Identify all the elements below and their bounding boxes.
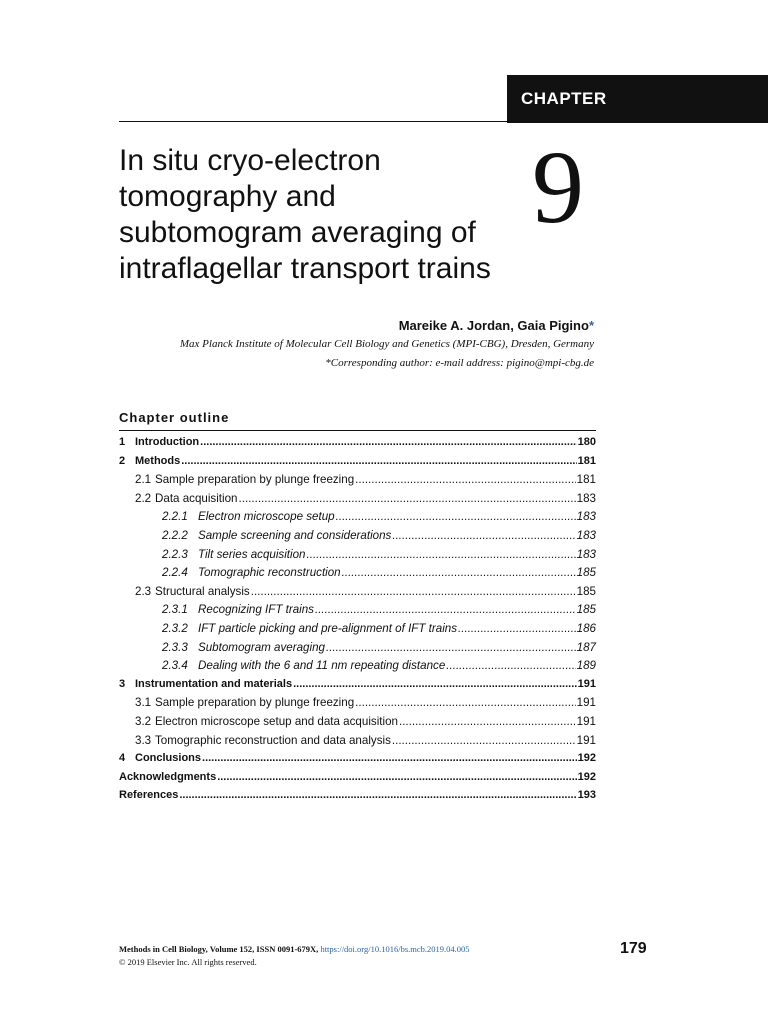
- toc-entry[interactable]: [119, 566, 596, 585]
- toc-entry[interactable]: [119, 715, 596, 734]
- doi-link[interactable]: https://doi.org/10.1016/bs.mcb.2019.04.005: [320, 944, 470, 954]
- toc-entry-label: Tomographic reconstruction and data analysis: [155, 733, 391, 747]
- toc-entry[interactable]: [119, 548, 596, 567]
- toc-entry-page: 191: [577, 677, 596, 690]
- toc-entry-number: 2.2.2: [162, 528, 188, 542]
- toc-entry-page: 185: [576, 566, 596, 580]
- chapter-title: [119, 143, 519, 287]
- toc-entry-label: Structural analysis: [155, 584, 250, 598]
- toc-leader-dots: [181, 455, 576, 467]
- chapter-number: 9: [532, 130, 584, 245]
- toc-entry[interactable]: [119, 455, 596, 474]
- toc-entry-label: Data acquisition: [155, 491, 238, 505]
- outline-heading: Chapter outline: [119, 410, 230, 425]
- toc-entry-number: 2.3: [135, 584, 152, 598]
- toc-entry-page: 185: [576, 603, 596, 617]
- toc-entry-number: 3.1: [135, 696, 152, 710]
- toc-entry-label: Acknowledgments: [119, 770, 217, 783]
- toc-leader-dots: [326, 641, 576, 654]
- toc-entry-label: Sample preparation by plunge freezing: [155, 696, 355, 710]
- toc-entry[interactable]: [119, 659, 596, 678]
- toc-entry-number: 2.2.1: [162, 510, 188, 524]
- page-number: 179: [620, 940, 647, 957]
- toc-entry-label: Dealing with the 6 and 11 nm repeating distance: [198, 659, 446, 673]
- toc-leader-dots: [200, 436, 576, 448]
- toc-entry-number: 2.2.3: [162, 547, 188, 561]
- toc-entry[interactable]: [119, 585, 596, 604]
- toc-entry-label: Subtomogram averaging: [198, 640, 325, 654]
- toc-entry[interactable]: [119, 734, 596, 753]
- toc-leader-dots: [342, 566, 576, 579]
- affiliation: Max Planck Institute of Molecular Cell Biology and Genetics (MPI-CBG), Dresden, Germany: [179, 338, 594, 350]
- toc-entry-page: 192: [577, 770, 596, 783]
- toc-entry-number: 2.2: [135, 491, 152, 505]
- header-rule: [119, 121, 507, 122]
- toc-entry-label: Conclusions: [135, 752, 202, 765]
- outline-rule: [119, 430, 596, 431]
- toc-entry-label: Electron microscope setup and data acquisition: [155, 714, 398, 728]
- toc-entry-page: 191: [576, 696, 596, 710]
- toc-leader-dots: [251, 585, 576, 598]
- toc-entry-number: 2.3.1: [162, 603, 188, 617]
- toc-entry-page: 183: [576, 510, 596, 524]
- toc-entry-label: Introduction: [135, 436, 200, 448]
- toc-entry-number: 2.3.3: [162, 640, 188, 654]
- toc-leader-dots: [239, 492, 576, 505]
- toc-entry-page: 186: [576, 621, 596, 635]
- toc-leader-dots: [355, 473, 576, 486]
- author-names: Mareike A. Jordan, Gaia Pigino: [398, 318, 589, 333]
- toc-entry[interactable]: [119, 510, 596, 529]
- toc-entry-page: 183: [576, 547, 596, 561]
- toc-leader-dots: [307, 548, 576, 561]
- toc-entry-number: 3.3: [135, 733, 152, 747]
- toc-leader-dots: [392, 734, 576, 747]
- toc-entry-label: Recognizing IFT trains: [198, 603, 314, 617]
- toc-entry-page: 192: [577, 752, 596, 765]
- toc-entry-number: 2.3.4: [162, 659, 188, 673]
- footer-journal: [119, 944, 470, 954]
- toc-entry[interactable]: [119, 771, 596, 790]
- toc-entry-label: Tomographic reconstruction: [198, 566, 341, 580]
- toc-entry-number: 2: [119, 454, 126, 467]
- title-line: In situ cryo-electron: [119, 144, 381, 177]
- toc-leader-dots: [336, 510, 576, 523]
- toc-entry[interactable]: [119, 622, 596, 641]
- toc-entry-page: 191: [576, 733, 596, 747]
- toc-entry-label: Tilt series acquisition: [198, 547, 306, 561]
- toc-leader-dots: [392, 529, 575, 542]
- toc-entry-number: 2.2.4: [162, 566, 188, 580]
- toc-entry[interactable]: [119, 473, 596, 492]
- toc-entry-number: 4: [119, 752, 126, 765]
- toc-leader-dots: [217, 771, 576, 783]
- corresponding-author-note: *Corresponding author: e-mail address: pigino@mpi-cbg.de: [325, 357, 594, 369]
- toc-entry[interactable]: [119, 752, 596, 771]
- toc-entry[interactable]: [119, 492, 596, 511]
- toc-entry[interactable]: [119, 696, 596, 715]
- toc-entry-page: 180: [577, 436, 596, 448]
- toc-entry[interactable]: [119, 678, 596, 697]
- toc-entry[interactable]: [119, 529, 596, 548]
- toc-entry-page: 193: [577, 789, 596, 802]
- toc-entry-page: 187: [576, 640, 596, 654]
- toc-entry-page: 181: [576, 473, 596, 487]
- toc-leader-dots: [202, 752, 577, 764]
- title-line: subtomogram averaging of: [119, 216, 476, 249]
- toc-entry-page: 191: [576, 714, 596, 728]
- toc-entry-number: 3.2: [135, 714, 152, 728]
- toc-leader-dots: [315, 603, 576, 616]
- toc-entry-number: 1: [119, 436, 126, 448]
- toc-entry-label: Sample preparation by plunge freezing: [155, 473, 355, 487]
- toc-entry[interactable]: [119, 436, 596, 455]
- toc-entry-label: Sample screening and considerations: [198, 528, 392, 542]
- toc-entry-label: Instrumentation and materials: [135, 677, 293, 690]
- authors: [399, 318, 594, 333]
- toc-entry-page: 185: [576, 584, 596, 598]
- toc-leader-dots: [446, 659, 575, 672]
- corresponding-author-link[interactable]: *: [588, 318, 594, 333]
- toc-leader-dots: [355, 696, 576, 709]
- toc-entry[interactable]: [119, 641, 596, 660]
- toc-entry-label: Methods: [135, 454, 181, 467]
- toc-entry-page: 183: [576, 491, 596, 505]
- journal-citation: Methods in Cell Biology, Volume 152, ISSN 0091-679X,: [119, 944, 321, 954]
- toc-leader-dots: [399, 715, 576, 728]
- copyright: © 2019 Elsevier Inc. All rights reserved.: [119, 957, 257, 967]
- toc-entry-number: 2.3.2: [162, 621, 188, 635]
- toc-entry-number: 2.1: [135, 473, 152, 487]
- chapter-label-box: [507, 75, 768, 123]
- toc-entry[interactable]: [119, 603, 596, 622]
- toc-entry[interactable]: [119, 789, 596, 808]
- toc-entry-label: References: [119, 789, 179, 802]
- chapter-label: CHAPTER: [521, 89, 607, 108]
- toc-entry-page: 181: [577, 454, 596, 467]
- toc-entry-label: Electron microscope setup: [198, 510, 335, 524]
- title-line: tomography and: [119, 180, 336, 213]
- toc-leader-dots: [293, 678, 577, 690]
- toc-entry-page: 189: [576, 659, 596, 673]
- toc-entry-number: 3: [119, 677, 126, 690]
- toc-leader-dots: [458, 622, 576, 635]
- toc-entry-label: IFT particle picking and pre-alignment of IFT trains: [198, 621, 458, 635]
- table-of-contents: [119, 436, 596, 808]
- title-line: intraflagellar transport trains: [119, 252, 491, 285]
- toc-leader-dots: [179, 789, 576, 801]
- toc-entry-page: 183: [576, 528, 596, 542]
